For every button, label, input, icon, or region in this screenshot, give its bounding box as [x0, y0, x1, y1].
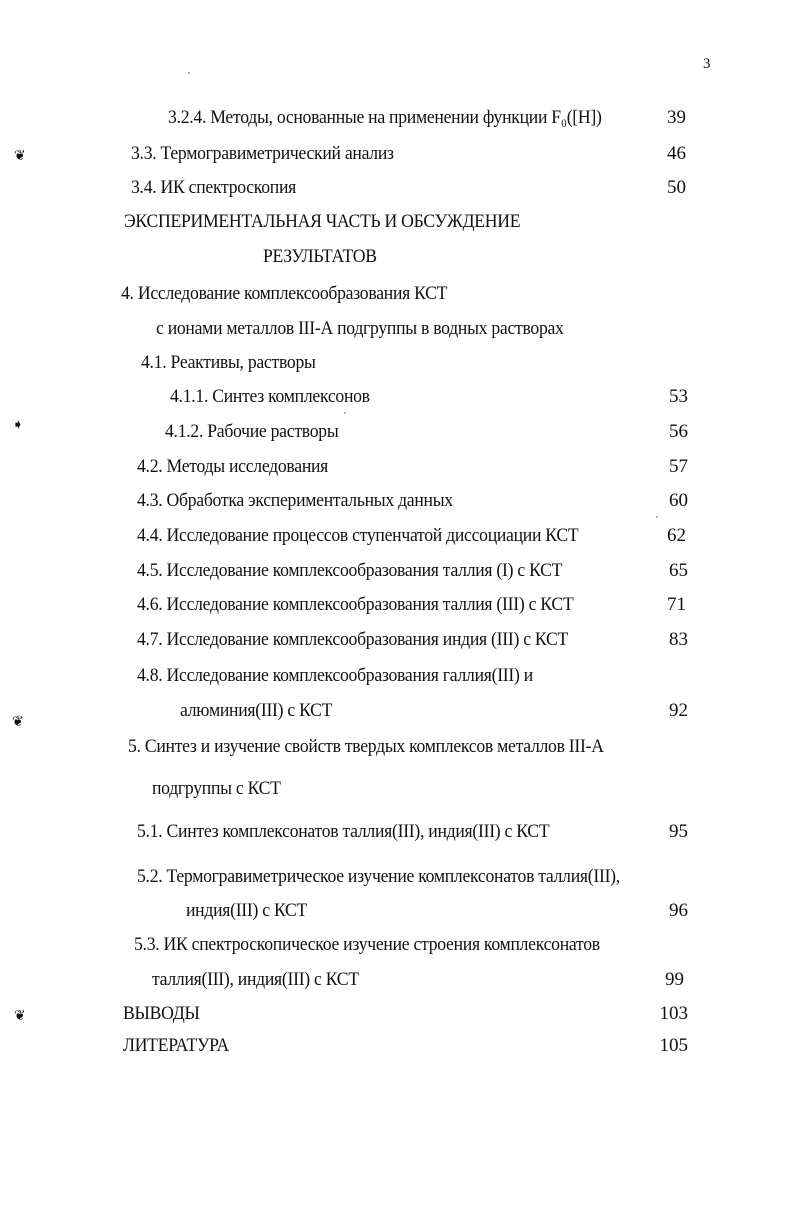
scan-speck	[188, 72, 190, 74]
toc-entry: 4.2. Методы исследования	[137, 456, 329, 477]
toc-page: 65	[669, 560, 688, 581]
toc-entry: 4.3. Обработка экспериментальных данных	[137, 490, 453, 511]
toc-entry: 5. Синтез и изучение свойств твердых комплексов металлов III-А	[128, 736, 604, 757]
toc-entry: 4.4. Исследование процессов ступенчатой диссоциации КСТ	[137, 525, 579, 546]
toc-page: 95	[669, 821, 688, 842]
toc-entry: 4.5. Исследование комплексообразования таллия (I) с КСТ	[137, 560, 563, 581]
toc-page: 99	[665, 969, 684, 990]
binding-mark-icon: ❦	[14, 1009, 26, 1024]
toc-page: 62	[667, 525, 686, 546]
toc-entry: ВЫВОДЫ	[123, 1003, 200, 1024]
toc-page: 56	[669, 421, 688, 442]
toc-page: 46	[667, 143, 686, 164]
toc-page: 60	[669, 490, 688, 511]
toc-entry: 4.1.1. Синтез комплексонов	[170, 386, 370, 407]
toc-entry: алюминия(III) с КСТ	[180, 700, 333, 721]
toc-page: 39	[667, 107, 686, 128]
toc-page: 71	[667, 594, 686, 615]
binding-mark-icon: ❦	[14, 149, 26, 164]
toc-entry: 4.7. Исследование комплексообразования индия (III) с КСТ	[137, 629, 568, 650]
toc-entry: 4.6. Исследование комплексообразования таллия (III) с КСТ	[137, 594, 574, 615]
toc-entry: 3.4. ИК спектроскопия	[131, 177, 296, 198]
toc-entry: 4.8. Исследование комплексообразования галлия(III) и	[137, 665, 533, 686]
toc-entry: 4.1. Реактивы, растворы	[141, 352, 316, 373]
scan-speck	[656, 516, 658, 518]
toc-entry: 3.3. Термогравиметрический анализ	[131, 143, 394, 164]
toc-page: 83	[669, 629, 688, 650]
toc-entry: 5.2. Термогравиметрическое изучение комплексонатов таллия(III),	[137, 866, 620, 887]
toc-page: 103	[659, 1003, 688, 1024]
toc-entry: ЛИТЕРАТУРА	[123, 1035, 229, 1056]
toc-page: 50	[667, 177, 686, 198]
toc-entry: с ионами металлов III-А подгруппы в водных растворах	[156, 318, 564, 339]
toc-entry: таллия(III), индия(III) с КСТ	[152, 969, 359, 990]
toc-entry: 4. Исследование комплексообразования КСТ	[121, 283, 448, 304]
scan-speck	[344, 412, 346, 414]
binding-mark-icon: ❦	[12, 715, 24, 730]
toc-page: 53	[669, 386, 688, 407]
toc-entry: подгруппы с КСТ	[152, 778, 281, 799]
page-number: 3	[703, 56, 711, 72]
toc-page: 57	[669, 456, 688, 477]
section-heading: РЕЗУЛЬТАТОВ	[263, 246, 377, 267]
binding-mark-icon: ➧	[12, 418, 24, 433]
toc-entry: 4.1.2. Рабочие растворы	[165, 421, 339, 442]
section-heading: ЭКСПЕРИМЕНТАЛЬНАЯ ЧАСТЬ И ОБСУЖДЕНИЕ	[124, 211, 521, 232]
toc-entry: индия(III) с КСТ	[186, 900, 308, 921]
toc-entry: 3.2.4. Методы, основанные на применении функции F₀([H])	[168, 107, 602, 128]
toc-page: 96	[669, 900, 688, 921]
toc-entry: 5.3. ИК спектроскопическое изучение строения комплексонатов	[134, 934, 600, 955]
toc-page: 92	[669, 700, 688, 721]
toc-entry: 5.1. Синтез комплексонатов таллия(III), индия(III) с КСТ	[137, 821, 550, 842]
toc-page: 105	[659, 1035, 688, 1056]
